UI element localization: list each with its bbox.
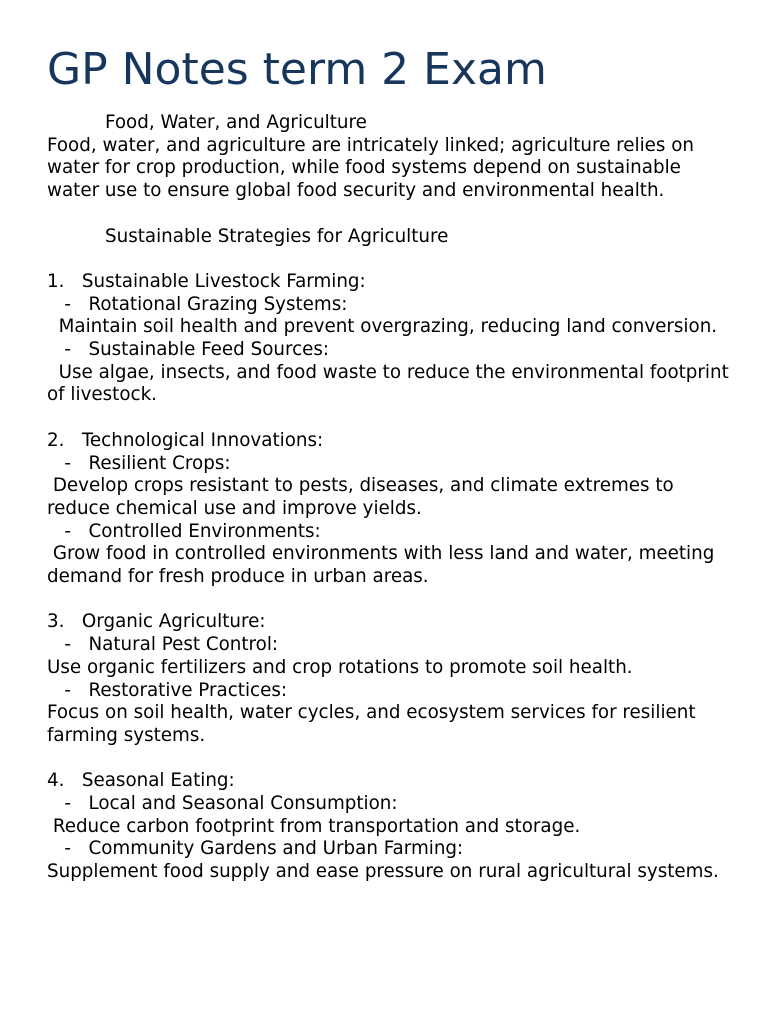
strategy-item-heading: 4. Seasonal Eating: — [47, 770, 235, 792]
spacer — [47, 248, 737, 271]
sub-point-heading: - Natural Pest Control: — [47, 634, 279, 656]
sub-point-text: Develop crops resistant to pests, diseases, and climate extremes to reduce chemical use and improve yields. — [47, 475, 680, 519]
strategy-item — [47, 770, 737, 884]
spacer — [47, 407, 737, 430]
sub-point-heading: - Local and Seasonal Consumption: — [47, 793, 398, 815]
sub-point-heading: - Controlled Environments: — [47, 520, 321, 542]
sub-point-text: Supplement food supply and ease pressure on rural agricultural systems. — [47, 861, 719, 883]
sub-point-text: Use organic fertilizers and crop rotations to promote soil health. — [47, 656, 633, 678]
sub-point-heading: - Resilient Crops: — [47, 452, 231, 474]
intro-paragraph: Food, water, and agriculture are intricately linked; agriculture relies on water for crop production, while food systems depend on sustainable water use to ensure global food security and environmental health. — [47, 134, 695, 202]
strategy-item — [47, 271, 737, 407]
sub-point-text: Focus on soil health, water cycles, and ecosystem services for resilient farming systems. — [47, 702, 702, 746]
spacer — [47, 589, 737, 612]
sub-point-text: Reduce carbon footprint from transportation and storage. — [47, 815, 581, 837]
document-title: GP Notes term 2 Exam — [47, 44, 547, 95]
sub-point-text: Grow food in controlled environments with less land and water, meeting demand for fresh produce in urban areas. — [47, 543, 721, 588]
strategy-item-heading: 1. Sustainable Livestock Farming: — [47, 270, 366, 292]
strategy-list — [47, 271, 737, 884]
spacer — [47, 203, 737, 226]
sub-point-text: Use algae, insects, and food waste to reduce the environmental footprint of livestock. — [47, 361, 735, 406]
sub-point-heading: - Community Gardens and Urban Farming: — [47, 838, 464, 860]
document-body — [47, 112, 737, 884]
sub-point-heading: - Rotational Grazing Systems: — [47, 293, 348, 315]
strategy-item — [47, 430, 737, 589]
sub-point-heading: - Restorative Practices: — [47, 679, 288, 701]
sub-point-heading: - Sustainable Feed Sources: — [47, 339, 330, 360]
spacer — [47, 748, 737, 771]
strategies-heading: Sustainable Strategies for Agriculture — [105, 225, 449, 247]
strategy-item-heading: 2. Technological Innovations: — [47, 429, 324, 451]
sub-point-text: Maintain soil health and prevent overgrazing, reducing land conversion. — [47, 316, 718, 338]
section-heading: Food, Water, and Agriculture — [105, 112, 367, 133]
strategy-item-heading: 3. Organic Agriculture: — [47, 611, 266, 633]
strategy-item — [47, 611, 737, 747]
document-page — [47, 0, 737, 884]
